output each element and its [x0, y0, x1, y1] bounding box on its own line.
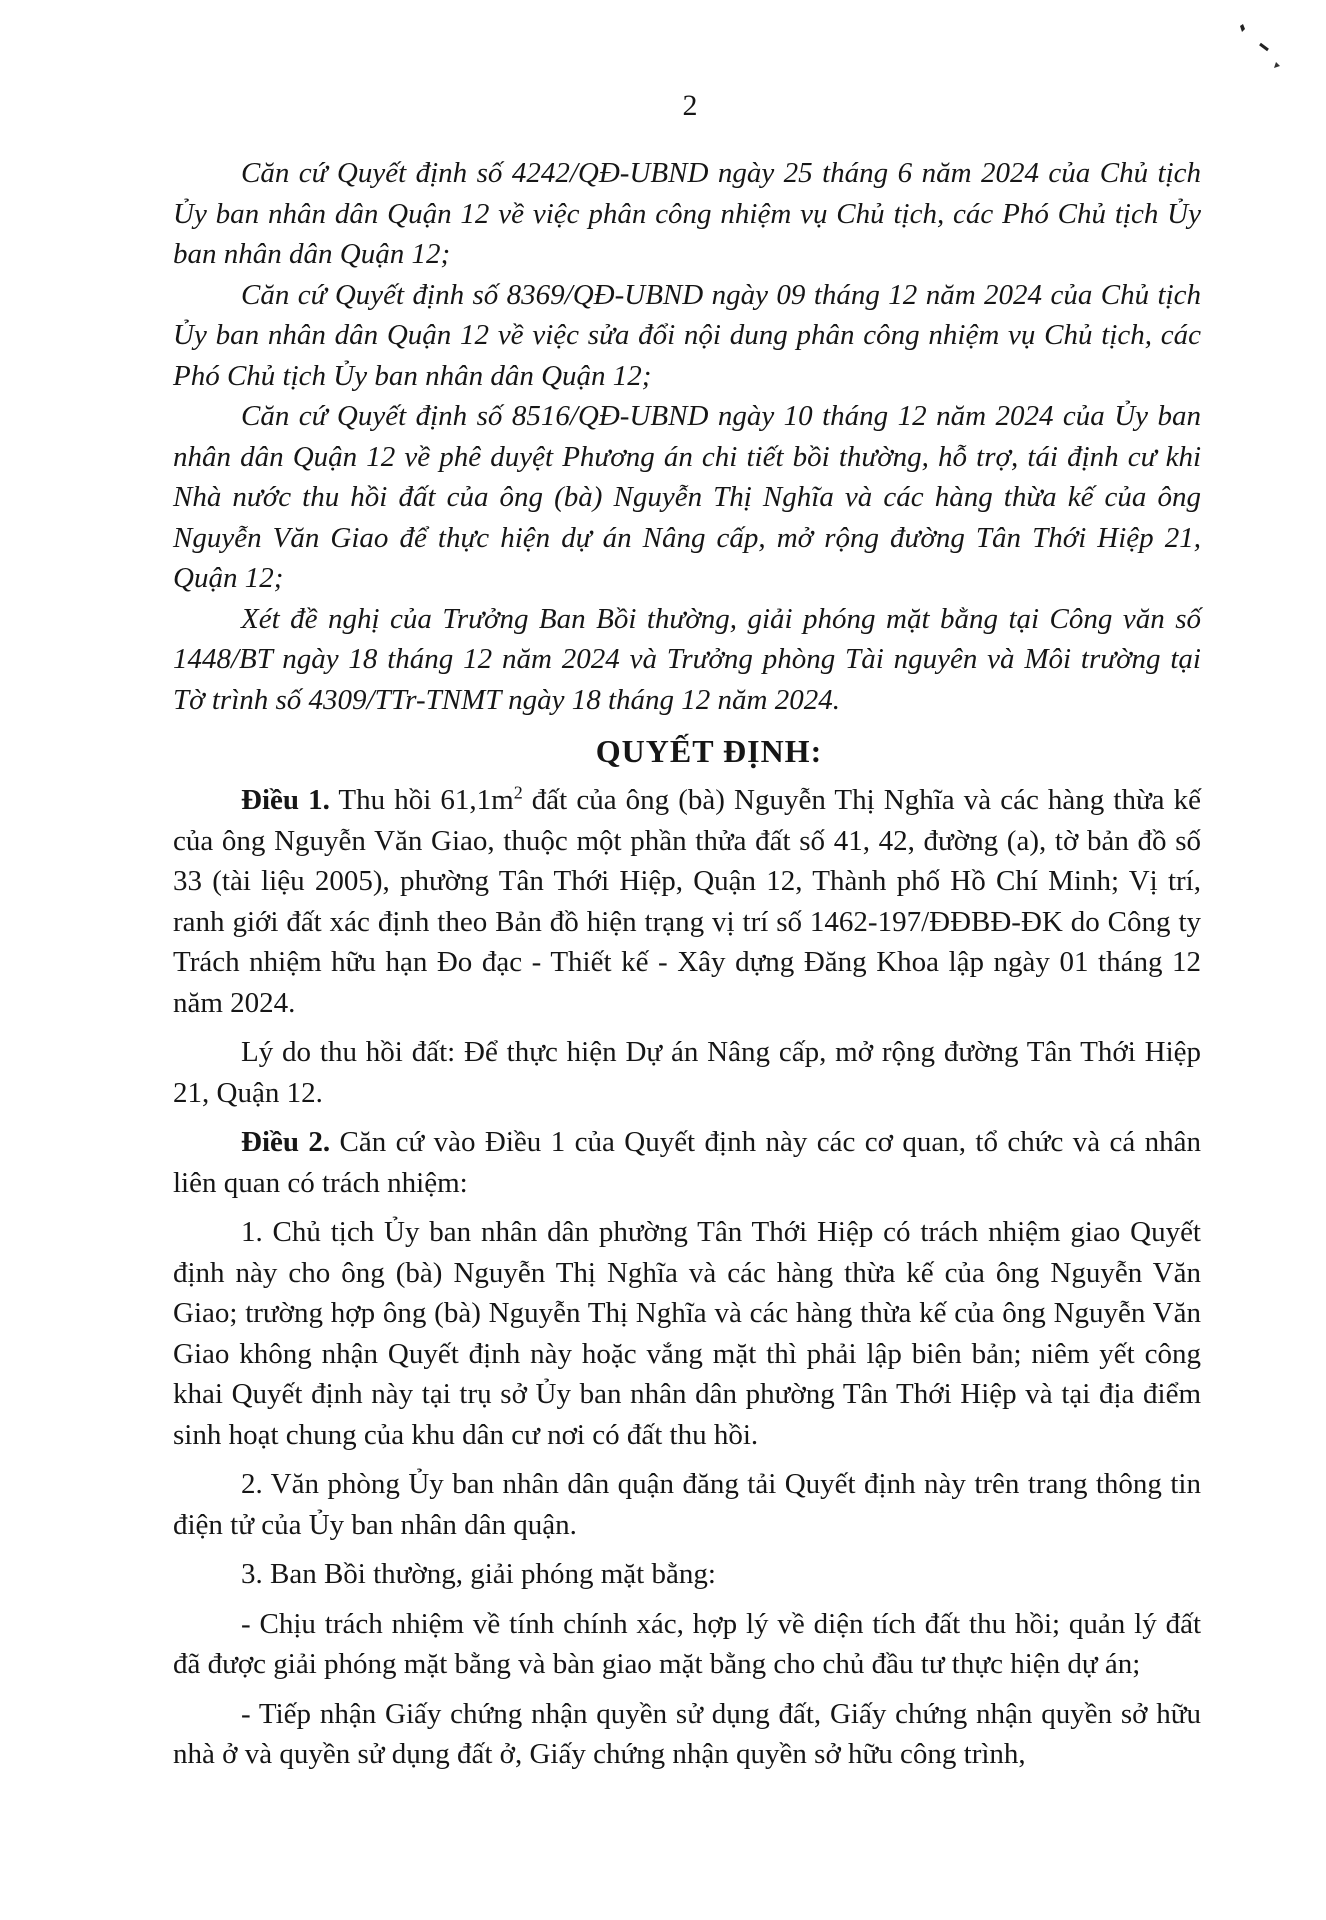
preamble-basis-8516: Căn cứ Quyết định số 8516/QĐ-UBND ngày 10 tháng 12 năm 2024 của Ủy ban nhân dân Quận 12 về phê duyệt Phương án chi tiết bồi thường, hỗ trợ, tái định cư khi Nhà nước thu hồi đất của ông (bà) Nguyễn Thị Nghĩa và các hàng thừa kế của ông Nguyễn Văn Giao để thực hiện dự án Nâng cấp, mở rộng đường Tân Thới Hiệp 21, Quận 12; — [173, 400, 1201, 594]
article-2-label: Điều 2. — [241, 1126, 331, 1158]
article-1-text-b: đất của ông (bà) Nguyễn Thị Nghĩa và các hàng thừa kế của ông Nguyễn Văn Giao, thuộc một phần thửa đất số 41, 42, đường (a), tờ bản đồ số 33 (tài liệu 2005), phường Tân Thới Hiệp, Quận 12, Thành phố Hồ Chí Minh; Vị trí, ranh giới đất xác định theo Bản đồ hiện trạng vị trí số 1462-197/ĐĐBĐ-ĐK do Công ty Trách nhiệm hữu hạn Đo đạc - Thiết kế - Xây dựng Đăng Khoa lập ngày 01 tháng 12 năm 2024. — [173, 784, 1202, 1019]
article-2-item-3-bullet-2: - Tiếp nhận Giấy chứng nhận quyền sử dụng đất, Giấy chứng nhận quyền sở hữu nhà ở và quyền sử dụng đất ở, Giấy chứng nhận quyền sở hữu công trình, — [173, 1697, 1201, 1770]
article-2-item-3-bullet-1: - Chịu trách nhiệm về tính chính xác, hợp lý về diện tích đất thu hồi; quản lý đất đã được giải phóng mặt bằng và bàn giao mặt bằng cho chủ đầu tư thực hiện dự án; — [173, 1607, 1201, 1680]
article-2-text: Căn cứ vào Điều 1 của Quyết định này các cơ quan, tổ chức và cá nhân liên quan có trách nhiệm: — [173, 1126, 1201, 1199]
preamble-basis-8369: Căn cứ Quyết định số 8369/QĐ-UBND ngày 09 tháng 12 năm 2024 của Chủ tịch Ủy ban nhân dân Quận 12 về việc sửa đổi nội dung phân công nhiệm vụ Chủ tịch, các Phó Chủ tịch Ủy ban nhân dân Quận 12; — [173, 278, 1201, 392]
article-1-label: Điều 1. — [241, 784, 330, 816]
article-1 — [173, 780, 1201, 1023]
article-2-item-3: 3. Ban Bồi thường, giải phóng mặt bằng: — [241, 1558, 716, 1590]
article-2-item-2: 2. Văn phòng Ủy ban nhân dân quận đăng tải Quyết định này trên trang thông tin điện tử của Ủy ban nhân dân quận. — [173, 1468, 1201, 1541]
article-2-item-1: 1. Chủ tịch Ủy ban nhân dân phường Tân Thới Hiệp có trách nhiệm giao Quyết định này cho ông (bà) Nguyễn Thị Nghĩa và các hàng thừa kế của ông Nguyễn Văn Giao; trường hợp ông (bà) Nguyễn Thị Nghĩa và các hàng thừa kế của ông Nguyễn Văn Giao không nhận Quyết định này hoặc vắng mặt thì phải lập biên bản; niêm yết công khai Quyết định này tại trụ sở Ủy ban nhân dân phường Tân Thới Hiệp và tại địa điểm sinh hoạt chung của khu dân cư nơi có đất thu hồi. — [173, 1216, 1201, 1451]
decision-heading: QUYẾT ĐỊNH: — [595, 733, 823, 769]
preamble-basis-4242: Căn cứ Quyết định số 4242/QĐ-UBND ngày 25 tháng 6 năm 2024 của Chủ tịch Ủy ban nhân dân Quận 12 về việc phân công nhiệm vụ Chủ tịch, các Phó Chủ tịch Ủy ban nhân dân Quận 12; — [173, 157, 1201, 270]
article-2 — [173, 1122, 1201, 1203]
page-number: 2 — [682, 89, 698, 122]
preamble-proposal: Xét đề nghị của Trưởng Ban Bồi thường, giải phóng mặt bằng tại Công văn số 1448/BT ngày 18 tháng 12 năm 2024 và Trưởng phòng Tài nguyên và Môi trường tại Tờ trình số 4309/TTr-TNMT ngày 18 tháng 12 năm 2024. — [173, 602, 1201, 716]
land-recovery-reason: Lý do thu hồi đất: Để thực hiện Dự án Nâng cấp, mở rộng đường Tân Thới Hiệp 21, Quận 12. — [173, 1036, 1201, 1109]
scan-speck-marks — [1234, 16, 1294, 76]
article-1-text-a: Thu hồi 61,1m — [329, 784, 514, 816]
article-1-sup: 2 — [513, 782, 523, 803]
document-body — [173, 153, 1201, 1775]
